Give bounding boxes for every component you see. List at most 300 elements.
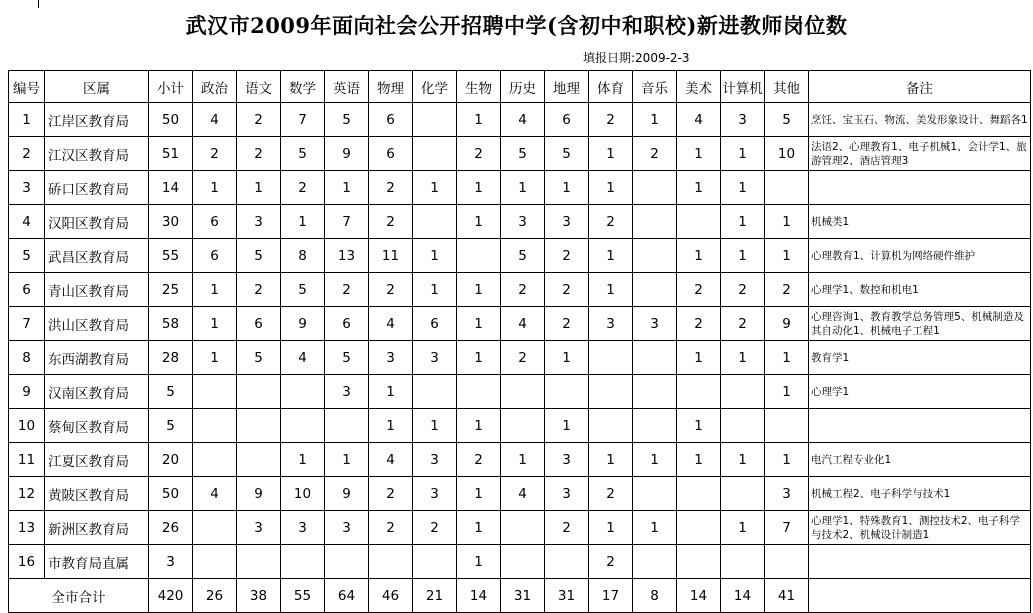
subject-count: 2 (589, 205, 633, 239)
subject-count: 3 (369, 341, 413, 375)
subject-total: 8 (633, 579, 677, 613)
row-note: 心理咨询1、教育教学总务管理5、机械制造及其自动化1、机械电子工程1 (809, 307, 1031, 341)
subject-count: 4 (501, 477, 545, 511)
table-row (9, 137, 1031, 171)
subject-count: 1 (457, 103, 501, 137)
total-row (9, 579, 1031, 613)
subject-count: 2 (369, 477, 413, 511)
column-header: 生物 (457, 71, 501, 103)
subject-count (765, 545, 809, 579)
subject-count: 2 (501, 273, 545, 307)
total-note (809, 579, 1031, 613)
subject-count: 1 (457, 511, 501, 545)
subject-count: 1 (765, 341, 809, 375)
subject-count: 10 (281, 477, 325, 511)
district-name: 黄陂区教育局 (45, 477, 149, 511)
subject-count: 7 (765, 511, 809, 545)
subject-count: 3 (721, 103, 765, 137)
subject-count: 5 (501, 239, 545, 273)
column-header: 小计 (149, 71, 193, 103)
row-note (809, 171, 1031, 205)
subject-count: 10 (765, 137, 809, 171)
subject-count (501, 511, 545, 545)
subject-count: 1 (589, 171, 633, 205)
subject-count: 3 (589, 307, 633, 341)
subject-count: 2 (369, 171, 413, 205)
header-row (9, 71, 1031, 103)
positions-table (8, 70, 1031, 613)
column-header: 其他 (765, 71, 809, 103)
row-number: 10 (9, 409, 45, 443)
row-subtotal: 28 (149, 341, 193, 375)
row-number: 4 (9, 205, 45, 239)
subject-count: 2 (237, 273, 281, 307)
subject-count: 9 (325, 137, 369, 171)
total-label: 全市合计 (9, 579, 149, 613)
subject-count: 1 (501, 171, 545, 205)
column-header: 区属 (45, 71, 149, 103)
subject-count: 1 (501, 443, 545, 477)
subject-count: 1 (457, 409, 501, 443)
subject-count: 3 (325, 375, 369, 409)
subject-count: 1 (721, 137, 765, 171)
column-header: 音乐 (633, 71, 677, 103)
subject-count: 6 (369, 103, 413, 137)
subject-count: 4 (193, 477, 237, 511)
subject-count (193, 409, 237, 443)
table-row (9, 443, 1031, 477)
table-row (9, 511, 1031, 545)
district-name: 江岸区教育局 (45, 103, 149, 137)
row-number: 8 (9, 341, 45, 375)
subject-count: 1 (193, 341, 237, 375)
subject-count: 1 (457, 307, 501, 341)
subject-count: 1 (325, 171, 369, 205)
subject-count (281, 409, 325, 443)
subject-total: 31 (545, 579, 589, 613)
subject-count: 1 (633, 443, 677, 477)
table-row (9, 341, 1031, 375)
table-row (9, 273, 1031, 307)
subject-count: 3 (545, 205, 589, 239)
subject-count: 2 (721, 273, 765, 307)
subject-count: 2 (369, 273, 413, 307)
column-header: 语文 (237, 71, 281, 103)
subject-count: 1 (369, 375, 413, 409)
row-subtotal: 58 (149, 307, 193, 341)
subject-count: 1 (457, 273, 501, 307)
subject-count: 1 (633, 511, 677, 545)
subject-count: 1 (633, 103, 677, 137)
subject-count (193, 511, 237, 545)
subject-count: 2 (369, 205, 413, 239)
subject-count: 5 (281, 137, 325, 171)
row-number: 16 (9, 545, 45, 579)
row-subtotal: 14 (149, 171, 193, 205)
subject-count: 4 (281, 341, 325, 375)
subject-count: 1 (677, 341, 721, 375)
subject-count: 13 (325, 239, 369, 273)
row-subtotal: 55 (149, 239, 193, 273)
subject-count: 2 (677, 273, 721, 307)
column-header: 政治 (193, 71, 237, 103)
row-subtotal: 30 (149, 205, 193, 239)
subject-count (633, 341, 677, 375)
subject-count (677, 205, 721, 239)
subject-count: 1 (545, 171, 589, 205)
subject-total: 21 (413, 579, 457, 613)
subject-count (721, 477, 765, 511)
subject-count: 1 (193, 307, 237, 341)
subject-count (721, 375, 765, 409)
subject-count: 9 (237, 477, 281, 511)
row-number: 12 (9, 477, 45, 511)
subject-count: 1 (457, 545, 501, 579)
subject-count: 6 (369, 137, 413, 171)
subject-count: 3 (237, 511, 281, 545)
subject-count: 2 (325, 273, 369, 307)
subject-count (457, 239, 501, 273)
subject-count: 1 (721, 443, 765, 477)
subject-count: 1 (281, 443, 325, 477)
subject-count: 1 (589, 137, 633, 171)
subject-total: 38 (237, 579, 281, 613)
column-header: 数学 (281, 71, 325, 103)
subject-count: 4 (501, 103, 545, 137)
subject-count (325, 545, 369, 579)
column-header: 体育 (589, 71, 633, 103)
district-name: 武昌区教育局 (45, 239, 149, 273)
subject-total: 55 (281, 579, 325, 613)
subject-count: 3 (545, 477, 589, 511)
subject-count: 1 (677, 239, 721, 273)
subject-count (677, 375, 721, 409)
subject-count (545, 375, 589, 409)
row-subtotal: 50 (149, 103, 193, 137)
column-header: 英语 (325, 71, 369, 103)
row-number: 2 (9, 137, 45, 171)
row-subtotal: 20 (149, 443, 193, 477)
subject-count: 4 (193, 103, 237, 137)
subject-count (545, 545, 589, 579)
subject-count (589, 375, 633, 409)
subject-count (677, 511, 721, 545)
subject-count (369, 545, 413, 579)
subject-count: 1 (237, 171, 281, 205)
subject-count: 8 (281, 239, 325, 273)
row-note: 法语2、心理教育1、电子机械1、会计学1、旅游管理2、酒店管理3 (809, 137, 1031, 171)
subject-count: 3 (413, 477, 457, 511)
column-header: 历史 (501, 71, 545, 103)
subject-count: 1 (721, 171, 765, 205)
row-number: 6 (9, 273, 45, 307)
table-row (9, 103, 1031, 137)
district-name: 汉阳区教育局 (45, 205, 149, 239)
subject-count (633, 205, 677, 239)
subject-count: 2 (457, 443, 501, 477)
subject-count: 2 (589, 103, 633, 137)
subject-count: 6 (545, 103, 589, 137)
table-row (9, 239, 1031, 273)
subject-count: 2 (457, 137, 501, 171)
subject-count: 2 (633, 137, 677, 171)
subject-count: 2 (545, 307, 589, 341)
subject-total: 64 (325, 579, 369, 613)
subject-total: 46 (369, 579, 413, 613)
subject-count: 3 (325, 511, 369, 545)
subject-count (721, 545, 765, 579)
column-header: 备注 (809, 71, 1031, 103)
grand-total: 420 (149, 579, 193, 613)
row-number: 5 (9, 239, 45, 273)
subject-count: 3 (633, 307, 677, 341)
subject-count: 2 (237, 103, 281, 137)
subject-count (677, 477, 721, 511)
subject-count: 1 (413, 239, 457, 273)
subject-count (633, 273, 677, 307)
column-header: 化学 (413, 71, 457, 103)
subject-count (765, 171, 809, 205)
subject-count: 1 (457, 477, 501, 511)
subject-count: 1 (589, 511, 633, 545)
subject-count: 5 (237, 239, 281, 273)
row-subtotal: 5 (149, 375, 193, 409)
subject-count (237, 409, 281, 443)
subject-count (633, 171, 677, 205)
table-row (9, 545, 1031, 579)
district-name: 江夏区教育局 (45, 443, 149, 477)
district-name: 蔡甸区教育局 (45, 409, 149, 443)
subject-count: 1 (457, 171, 501, 205)
district-name: 江汉区教育局 (45, 137, 149, 171)
district-name: 市教育局直属 (45, 545, 149, 579)
subject-count: 3 (545, 443, 589, 477)
row-subtotal: 26 (149, 511, 193, 545)
subject-count: 9 (281, 307, 325, 341)
subject-count (413, 205, 457, 239)
subject-count: 2 (193, 137, 237, 171)
subject-count (721, 409, 765, 443)
subject-count: 3 (765, 477, 809, 511)
table-row (9, 477, 1031, 511)
subject-count: 2 (545, 273, 589, 307)
subject-count: 3 (413, 341, 457, 375)
subject-count: 2 (545, 511, 589, 545)
row-note: 心理学1、特殊教育1、测控技术2、电子科学与技术2、机械设计制造1 (809, 511, 1031, 545)
subject-total: 41 (765, 579, 809, 613)
subject-count (457, 375, 501, 409)
row-number: 9 (9, 375, 45, 409)
row-note: 机械工程2、电子科学与技术1 (809, 477, 1031, 511)
subject-count (281, 545, 325, 579)
subject-count: 5 (281, 273, 325, 307)
subject-count (193, 375, 237, 409)
subject-count: 1 (457, 205, 501, 239)
subject-count (325, 409, 369, 443)
subject-count (237, 443, 281, 477)
subject-count: 1 (193, 171, 237, 205)
subject-count (501, 375, 545, 409)
subject-count: 1 (281, 205, 325, 239)
row-note: 心理学1 (809, 375, 1031, 409)
subject-count (633, 477, 677, 511)
row-note (809, 545, 1031, 579)
subject-count: 2 (721, 307, 765, 341)
subject-count: 9 (765, 307, 809, 341)
row-note: 教育学1 (809, 341, 1031, 375)
subject-count: 1 (765, 443, 809, 477)
subject-count: 2 (281, 171, 325, 205)
row-note: 机械类1 (809, 205, 1031, 239)
subject-count: 2 (237, 137, 281, 171)
subject-total: 26 (193, 579, 237, 613)
subject-count (193, 443, 237, 477)
subject-count: 1 (325, 443, 369, 477)
subject-count: 1 (721, 239, 765, 273)
subject-count: 2 (589, 545, 633, 579)
subject-count: 5 (325, 103, 369, 137)
subject-count: 4 (369, 307, 413, 341)
subject-count (501, 545, 545, 579)
row-number: 7 (9, 307, 45, 341)
subject-count: 1 (457, 341, 501, 375)
district-name: 青山区教育局 (45, 273, 149, 307)
table-row (9, 205, 1031, 239)
subject-count: 1 (589, 239, 633, 273)
subject-count: 5 (325, 341, 369, 375)
subject-count: 2 (369, 511, 413, 545)
row-note (809, 409, 1031, 443)
subject-count (589, 341, 633, 375)
subject-count: 4 (677, 103, 721, 137)
subject-count: 9 (325, 477, 369, 511)
row-note: 心理学1、数控和机电1 (809, 273, 1031, 307)
fill-date: 填报日期:2009-2-3 (583, 51, 690, 65)
subject-count: 2 (501, 341, 545, 375)
subject-count: 5 (765, 103, 809, 137)
subject-count: 1 (677, 171, 721, 205)
subject-count (589, 409, 633, 443)
subject-count: 1 (765, 239, 809, 273)
subject-count: 1 (369, 409, 413, 443)
sheet-tick-mark (38, 0, 39, 8)
subject-count (193, 545, 237, 579)
row-number: 1 (9, 103, 45, 137)
row-subtotal: 50 (149, 477, 193, 511)
subject-count: 2 (589, 477, 633, 511)
row-note: 心理教育1、计算机为网络硬件维护 (809, 239, 1031, 273)
subject-count: 3 (237, 205, 281, 239)
subject-count: 7 (325, 205, 369, 239)
column-header: 地理 (545, 71, 589, 103)
subject-count: 7 (281, 103, 325, 137)
column-header: 美术 (677, 71, 721, 103)
column-header: 物理 (369, 71, 413, 103)
subject-count: 1 (589, 443, 633, 477)
subject-count: 1 (677, 443, 721, 477)
subject-count: 4 (501, 307, 545, 341)
subject-count (765, 409, 809, 443)
district-name: 汉南区教育局 (45, 375, 149, 409)
table-row (9, 307, 1031, 341)
subject-count: 1 (413, 409, 457, 443)
subject-count: 1 (413, 273, 457, 307)
subject-count (633, 375, 677, 409)
subject-count: 1 (545, 341, 589, 375)
subject-count: 3 (501, 205, 545, 239)
table-row (9, 171, 1031, 205)
row-note: 电汽工程专业化1 (809, 443, 1031, 477)
subject-count (281, 375, 325, 409)
page-title: 武汉市2009年面向社会公开招聘中学(含初中和职校)新进教师岗位数 (185, 13, 848, 38)
row-subtotal: 5 (149, 409, 193, 443)
subject-count: 1 (677, 409, 721, 443)
subject-count: 11 (369, 239, 413, 273)
subject-count: 5 (545, 137, 589, 171)
row-number: 11 (9, 443, 45, 477)
subject-count (413, 375, 457, 409)
subject-count: 2 (545, 239, 589, 273)
subject-count (633, 545, 677, 579)
row-subtotal: 51 (149, 137, 193, 171)
subject-count: 1 (765, 205, 809, 239)
subject-total: 17 (589, 579, 633, 613)
district-name: 硚口区教育局 (45, 171, 149, 205)
column-header: 编号 (9, 71, 45, 103)
subject-count: 1 (545, 409, 589, 443)
subject-count: 5 (237, 341, 281, 375)
subject-count: 1 (589, 273, 633, 307)
subject-count (413, 545, 457, 579)
table-row (9, 409, 1031, 443)
subject-count: 1 (721, 511, 765, 545)
subject-count: 6 (193, 205, 237, 239)
subject-count (677, 545, 721, 579)
district-name: 新洲区教育局 (45, 511, 149, 545)
subject-count (633, 239, 677, 273)
subject-count: 2 (413, 511, 457, 545)
row-subtotal: 3 (149, 545, 193, 579)
subject-count (237, 545, 281, 579)
table-row (9, 375, 1031, 409)
subject-count: 6 (193, 239, 237, 273)
subject-total: 14 (677, 579, 721, 613)
subject-total: 31 (501, 579, 545, 613)
subject-count: 1 (413, 171, 457, 205)
column-header: 计算机 (721, 71, 765, 103)
subject-count: 1 (677, 137, 721, 171)
subject-count (413, 103, 457, 137)
subject-count: 4 (369, 443, 413, 477)
subject-count: 5 (501, 137, 545, 171)
subject-count: 6 (325, 307, 369, 341)
subject-count: 2 (677, 307, 721, 341)
subject-total: 14 (457, 579, 501, 613)
subject-count: 6 (237, 307, 281, 341)
subject-count: 1 (193, 273, 237, 307)
row-note: 烹饪、宝玉石、物流、美发形象设计、舞蹈各1 (809, 103, 1031, 137)
subject-count: 1 (721, 205, 765, 239)
subject-count: 6 (413, 307, 457, 341)
subject-count (237, 375, 281, 409)
subject-total: 14 (721, 579, 765, 613)
subject-count (633, 409, 677, 443)
subject-count: 1 (721, 341, 765, 375)
row-subtotal: 25 (149, 273, 193, 307)
district-name: 洪山区教育局 (45, 307, 149, 341)
subject-count (413, 137, 457, 171)
row-number: 3 (9, 171, 45, 205)
